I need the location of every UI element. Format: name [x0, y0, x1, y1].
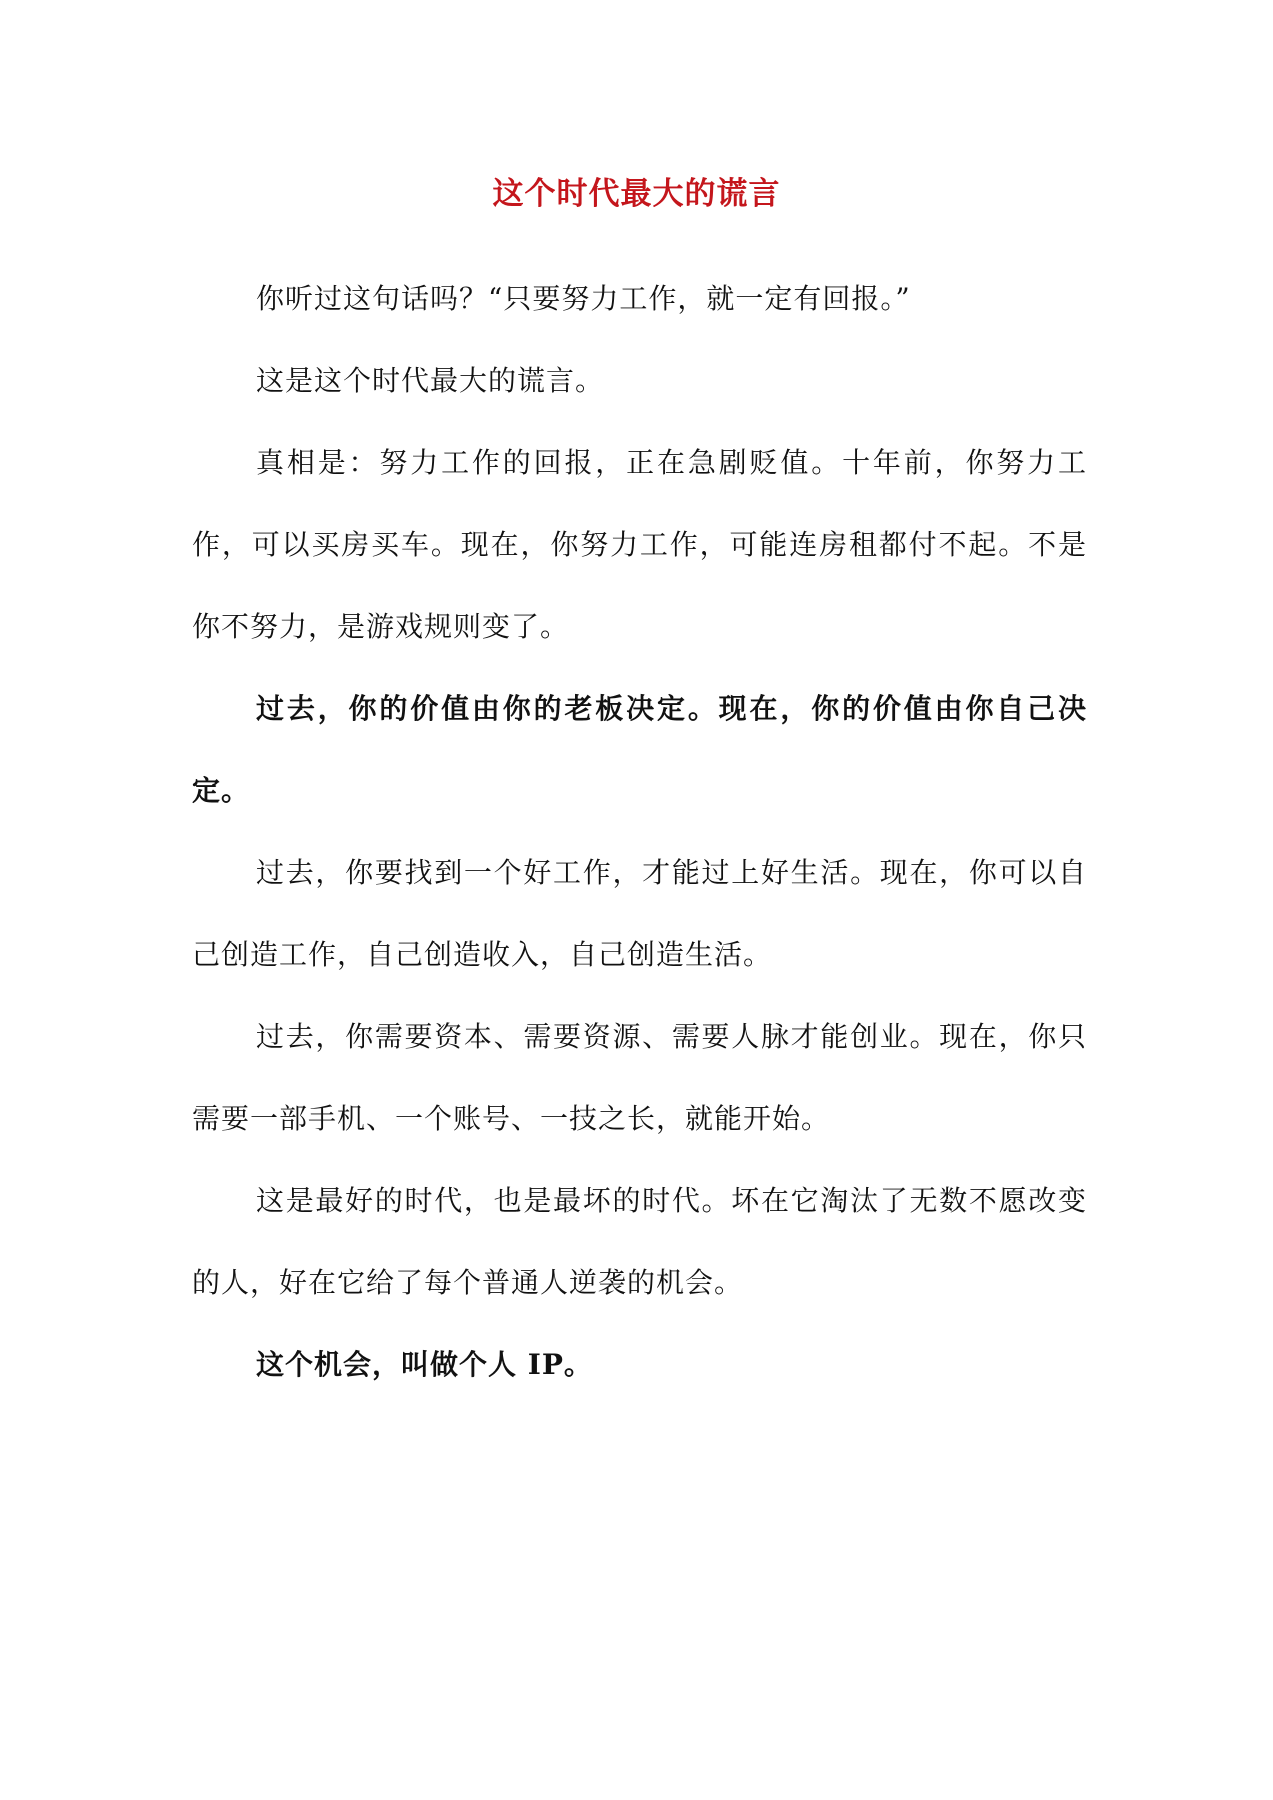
paragraph: 你听过这句话吗？“只要努力工作，就一定有回报。” [256, 282, 911, 315]
paragraph: 过去，你要找到一个好工作，才能过上好生活。现在，你可以自己创造工作，自己创造收入，自己创造生活。 [192, 856, 1087, 971]
document-title: 这个时代最大的谎言 [492, 176, 781, 212]
paragraph: 这是最好的时代，也是最坏的时代。坏在它淘汰了无数不愿改变的人，好在它给了每个普通人逆袭的机会。 [192, 1184, 1087, 1299]
document-body [192, 258, 1087, 1406]
paragraph: 过去，你需要资本、需要资源、需要人脉才能创业。现在，你只需要一部手机、一个账号、一技之长，就能开始。 [192, 1020, 1087, 1135]
bold-paragraph: 这个机会，叫做个人 IP。 [256, 1348, 593, 1381]
paragraph: 真相是：努力工作的回报，正在急剧贬值。十年前，你努力工作，可以买房买车。现在，你努力工作，可能连房租都付不起。不是你不努力，是游戏规则变了。 [192, 446, 1087, 643]
paragraph: 这是这个时代最大的谎言。 [256, 364, 605, 397]
bold-paragraph: 过去，你的价值由你的老板决定。现在，你的价值由你自己决定。 [192, 692, 1087, 807]
